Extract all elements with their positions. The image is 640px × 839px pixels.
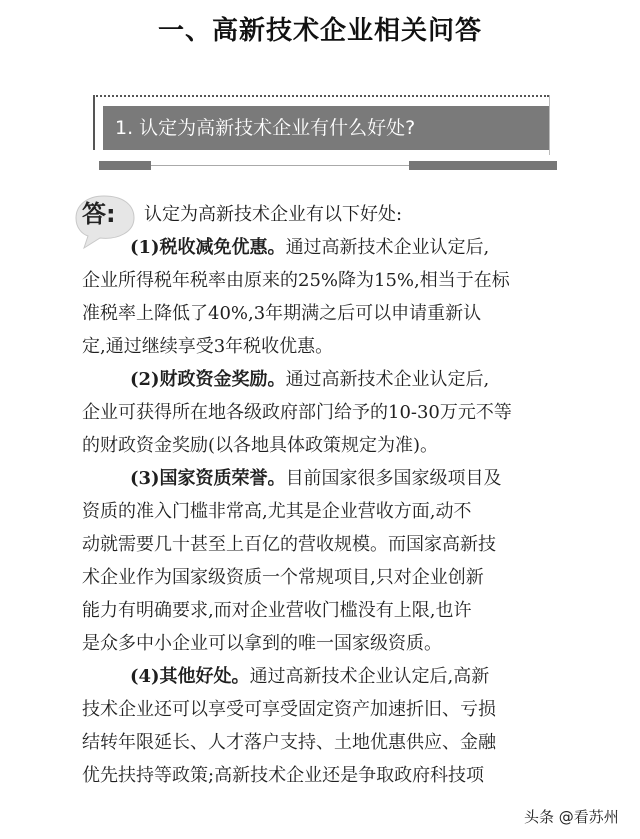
point-label: (3)国家资质荣誉。 xyxy=(130,468,286,489)
point-text: 通过高新技术企业认定后, xyxy=(285,237,490,258)
point-text: 技术企业还可以享受可享受固定资产加速折旧、亏损 xyxy=(82,699,496,720)
section-bottom-line xyxy=(151,165,409,166)
section-heading: 1. 认定为高新技术企业有什么好处? xyxy=(103,106,549,150)
section-bottom-bar-right xyxy=(409,161,557,170)
section-header-dotted-line xyxy=(93,95,549,97)
point-text: 能力有明确要求,而对企业营收门槛没有上限,也许 xyxy=(82,600,472,621)
list-item xyxy=(82,462,572,660)
point-text: 企业所得税年税率由原来的25%降为15%,相当于在标 xyxy=(82,270,510,291)
section-header-left-line xyxy=(93,95,95,150)
list-item xyxy=(82,231,572,363)
point-text: 优先扶持等政策;高新技术企业还是争取政府科技项 xyxy=(82,765,485,786)
section-header-right-line xyxy=(549,95,550,155)
point-text: 的财政资金奖励(以各地具体政策规定为准)。 xyxy=(82,435,439,456)
point-text: 定,通过继续享受3年税收优惠。 xyxy=(82,336,334,357)
point-text: 目前国家很多国家级项目及 xyxy=(285,468,502,489)
point-label: (4)其他好处。 xyxy=(130,666,250,687)
point-text: 通过高新技术企业认定后,高新 xyxy=(249,666,490,687)
section-header xyxy=(93,95,557,175)
answer-badge: 答: xyxy=(82,200,116,228)
point-text: 术企业作为国家级资质一个常规项目,只对企业创新 xyxy=(82,567,484,588)
point-label: (1)税收减免优惠。 xyxy=(130,237,286,258)
list-item xyxy=(82,363,572,462)
list-item xyxy=(82,660,572,792)
point-label: (2)财政资金奖励。 xyxy=(130,369,286,390)
page-title: 一、高新技术企业相关问答 xyxy=(157,16,482,46)
point-text: 动就需要几十甚至上百亿的营收规模。而国家高新技 xyxy=(82,534,496,555)
watermark: 头条 @看苏州 xyxy=(520,806,623,827)
point-text: 通过高新技术企业认定后, xyxy=(285,369,490,390)
point-text: 是众多中小企业可以拿到的唯一国家级资质。 xyxy=(82,633,442,654)
point-text: 资质的准入门槛非常高,尤其是企业营收方面,动不 xyxy=(82,501,472,522)
section-bottom-bar-left xyxy=(99,161,151,170)
point-text: 企业可获得所在地各级政府部门给予的10-30万元不等 xyxy=(82,402,512,423)
point-text: 准税率上降低了40%,3年期满之后可以申请重新认 xyxy=(82,303,482,324)
answer-body xyxy=(82,231,572,792)
point-text: 结转年限延长、人才落户支持、土地优惠供应、金融 xyxy=(82,732,496,753)
answer-intro: 认定为高新技术企业有以下好处: xyxy=(144,204,403,225)
